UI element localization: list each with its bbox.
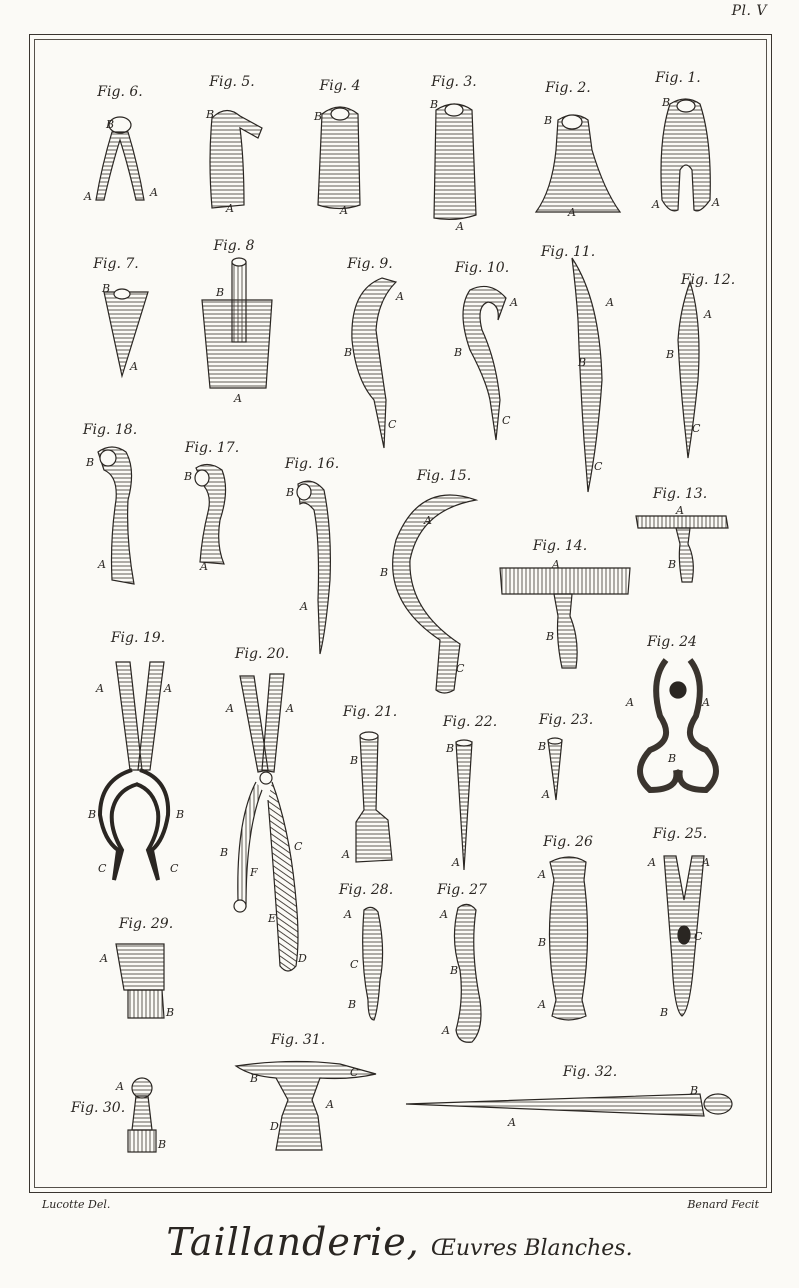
letter-a: A	[568, 206, 576, 219]
plate-title	[0, 1220, 799, 1264]
fig-21-drawing	[356, 732, 392, 862]
fig-11-drawing	[572, 258, 602, 492]
fig-21-label: Fig. 21.	[342, 704, 398, 720]
fig-2-drawing	[536, 115, 620, 212]
fig-26-label: Fig. 26	[543, 834, 593, 850]
letter-b: B	[660, 1006, 669, 1019]
fig-19-drawing	[100, 662, 168, 880]
fig-29-label: Fig. 29.	[118, 916, 174, 932]
fig-13-label: Fig. 13.	[652, 486, 708, 502]
letter-c: C	[502, 414, 511, 427]
letter-a: A	[84, 190, 92, 203]
fig-8-label: Fig. 8	[213, 238, 255, 254]
reference-letters	[83, 96, 720, 1151]
letter-c: C	[170, 862, 179, 875]
letter-a: A	[326, 1098, 334, 1111]
letter-a: A	[652, 198, 660, 211]
fig-1-label: Fig. 1.	[655, 70, 701, 86]
letter-b: B	[668, 558, 677, 571]
letter-a: A	[606, 296, 614, 309]
fig-3-label: Fig. 3.	[431, 74, 477, 90]
fig-6-drawing	[96, 117, 144, 200]
letter-a: A	[712, 196, 720, 209]
letter-b: B	[668, 752, 677, 765]
letter-b: B	[348, 998, 357, 1011]
letter-b: B	[380, 566, 389, 579]
letter-b: B	[220, 846, 229, 859]
letter-a: A	[116, 1080, 124, 1093]
fig-28-drawing	[363, 907, 383, 1020]
fig-16-label: Fig. 16.	[284, 456, 340, 472]
fig-18-label: Fig. 18.	[82, 422, 138, 438]
letter-b: B	[314, 110, 323, 123]
letter-a: A	[286, 702, 294, 715]
letter-b: B	[450, 964, 459, 977]
letter-d: D	[298, 952, 307, 965]
letter-b: B	[350, 754, 359, 767]
letter-c: C	[98, 862, 107, 875]
letter-a: A	[456, 220, 464, 233]
letter-a: A	[452, 856, 460, 869]
fig-30-label: Fig. 30.	[70, 1100, 126, 1116]
letter-a: A	[340, 204, 348, 217]
fig-25-label: Fig. 25.	[652, 826, 708, 842]
letter-b: B	[176, 808, 185, 821]
letter-b: B	[454, 346, 463, 359]
fig-4-label: Fig. 4	[319, 78, 361, 94]
plate-title-sub: Œuvres Blanches.	[430, 1236, 633, 1261]
letter-c: C	[594, 460, 603, 473]
letter-a: A	[100, 952, 108, 965]
letter-a: A	[626, 696, 634, 709]
fig-15-label: Fig. 15.	[416, 468, 472, 484]
fig-24-label: Fig. 24	[647, 634, 697, 650]
fig-31-label: Fig. 31.	[270, 1032, 326, 1048]
letter-a: A	[552, 558, 560, 571]
fig-27-label: Fig. 27	[437, 882, 487, 898]
letter-a: A	[702, 696, 710, 709]
letter-a: A	[200, 560, 208, 573]
letter-b: B	[286, 486, 295, 499]
fig-8-drawing	[202, 258, 272, 388]
letter-b: B	[88, 808, 97, 821]
fig-4-drawing	[318, 107, 360, 209]
letter-a: A	[538, 998, 546, 1011]
letter-b: B	[158, 1138, 167, 1151]
letter-b: B	[344, 346, 353, 359]
letter-a: A	[300, 600, 308, 613]
letter-a: A	[676, 504, 684, 517]
fig-7-drawing	[104, 289, 148, 376]
letter-a: A	[538, 868, 546, 881]
fig-20-drawing	[234, 674, 298, 971]
letter-d: D	[270, 1120, 279, 1133]
letter-a: A	[344, 908, 352, 921]
fig-22-label: Fig. 22.	[442, 714, 498, 730]
fig-32-label: Fig. 32.	[562, 1064, 618, 1080]
letter-a: A	[226, 202, 234, 215]
letter-c: C	[456, 662, 465, 675]
fig-19-label: Fig. 19.	[110, 630, 166, 646]
fig-26-drawing	[549, 857, 587, 1020]
letter-b: B	[538, 740, 547, 753]
fig-10-label: Fig. 10.	[454, 260, 510, 276]
fig-7-label: Fig. 7.	[93, 256, 139, 272]
fig-5-label: Fig. 5.	[209, 74, 255, 90]
fig-17-label: Fig. 17.	[184, 440, 240, 456]
letter-a: A	[96, 682, 104, 695]
fig-2-label: Fig. 2.	[545, 80, 591, 96]
letter-b: B	[538, 936, 547, 949]
fig-27-drawing	[454, 904, 481, 1042]
letter-b: B	[106, 118, 115, 131]
fig-30-drawing	[128, 1078, 156, 1152]
letter-c: C	[692, 422, 701, 435]
letter-b: B	[662, 96, 671, 109]
letter-b: B	[206, 108, 215, 121]
letter-b: B	[86, 456, 95, 469]
letter-f: F	[250, 866, 258, 879]
letter-a: A	[150, 186, 158, 199]
draughtsman-credit: Lucotte Del.	[42, 1198, 111, 1211]
letter-a: A	[440, 908, 448, 921]
letter-a: A	[510, 296, 518, 309]
letter-c: C	[694, 930, 703, 943]
fig-14-drawing	[500, 568, 630, 668]
letter-a: A	[342, 848, 350, 861]
letter-a: A	[702, 856, 710, 869]
fig-11-label: Fig. 11.	[540, 244, 596, 260]
letter-a: A	[648, 856, 656, 869]
letter-b: B	[216, 286, 225, 299]
fig-32-drawing	[406, 1094, 732, 1116]
letter-a: A	[508, 1116, 516, 1129]
fig-24-drawing	[640, 660, 716, 790]
fig-20-label: Fig. 20.	[234, 646, 290, 662]
fig-1-drawing	[661, 99, 710, 211]
fig-6-label: Fig. 6.	[97, 84, 143, 100]
letter-b: B	[430, 98, 439, 111]
letter-a: A	[704, 308, 712, 321]
letter-b: B	[690, 1084, 699, 1097]
letter-a: A	[164, 682, 172, 695]
letter-a: A	[226, 702, 234, 715]
fig-22-drawing	[456, 740, 472, 870]
letter-a: A	[424, 514, 432, 527]
fig-23-label: Fig. 23.	[538, 712, 594, 728]
letter-a: A	[396, 290, 404, 303]
letter-b: B	[250, 1072, 259, 1085]
fig-13-drawing	[636, 516, 728, 582]
fig-12-label: Fig. 12.	[680, 272, 736, 288]
letter-a: A	[98, 558, 106, 571]
letter-b: B	[446, 742, 455, 755]
letter-a: A	[234, 392, 242, 405]
fig-9-label: Fig. 9.	[347, 256, 393, 272]
letter-e: E	[268, 912, 277, 925]
letter-c: C	[388, 418, 397, 431]
fig-5-drawing	[210, 110, 262, 208]
fig-28-label: Fig. 28.	[338, 882, 394, 898]
fig-10-drawing	[463, 286, 506, 440]
fig-23-drawing	[548, 738, 562, 800]
fig-16-drawing	[297, 481, 330, 654]
letter-b: B	[578, 356, 587, 369]
letter-c: C	[294, 840, 303, 853]
letter-a: A	[130, 360, 138, 373]
fig-17-drawing	[195, 464, 226, 564]
letter-c: C	[350, 1066, 359, 1079]
letter-b: B	[544, 114, 553, 127]
letter-b: B	[184, 470, 193, 483]
fig-3-drawing	[434, 104, 476, 219]
fig-29-drawing	[116, 944, 164, 1018]
letter-b: B	[666, 348, 675, 361]
fig-14-label: Fig. 14.	[532, 538, 588, 554]
letter-a: A	[442, 1024, 450, 1037]
letter-c: C	[350, 958, 359, 971]
engraver-credit: Benard Fecit	[687, 1198, 759, 1211]
letter-b: B	[166, 1006, 175, 1019]
plate-title-main: Taillanderie,	[166, 1220, 420, 1264]
letter-b: B	[102, 282, 111, 295]
plate-number: Pl. V	[731, 3, 767, 19]
letter-b: B	[546, 630, 555, 643]
letter-a: A	[542, 788, 550, 801]
